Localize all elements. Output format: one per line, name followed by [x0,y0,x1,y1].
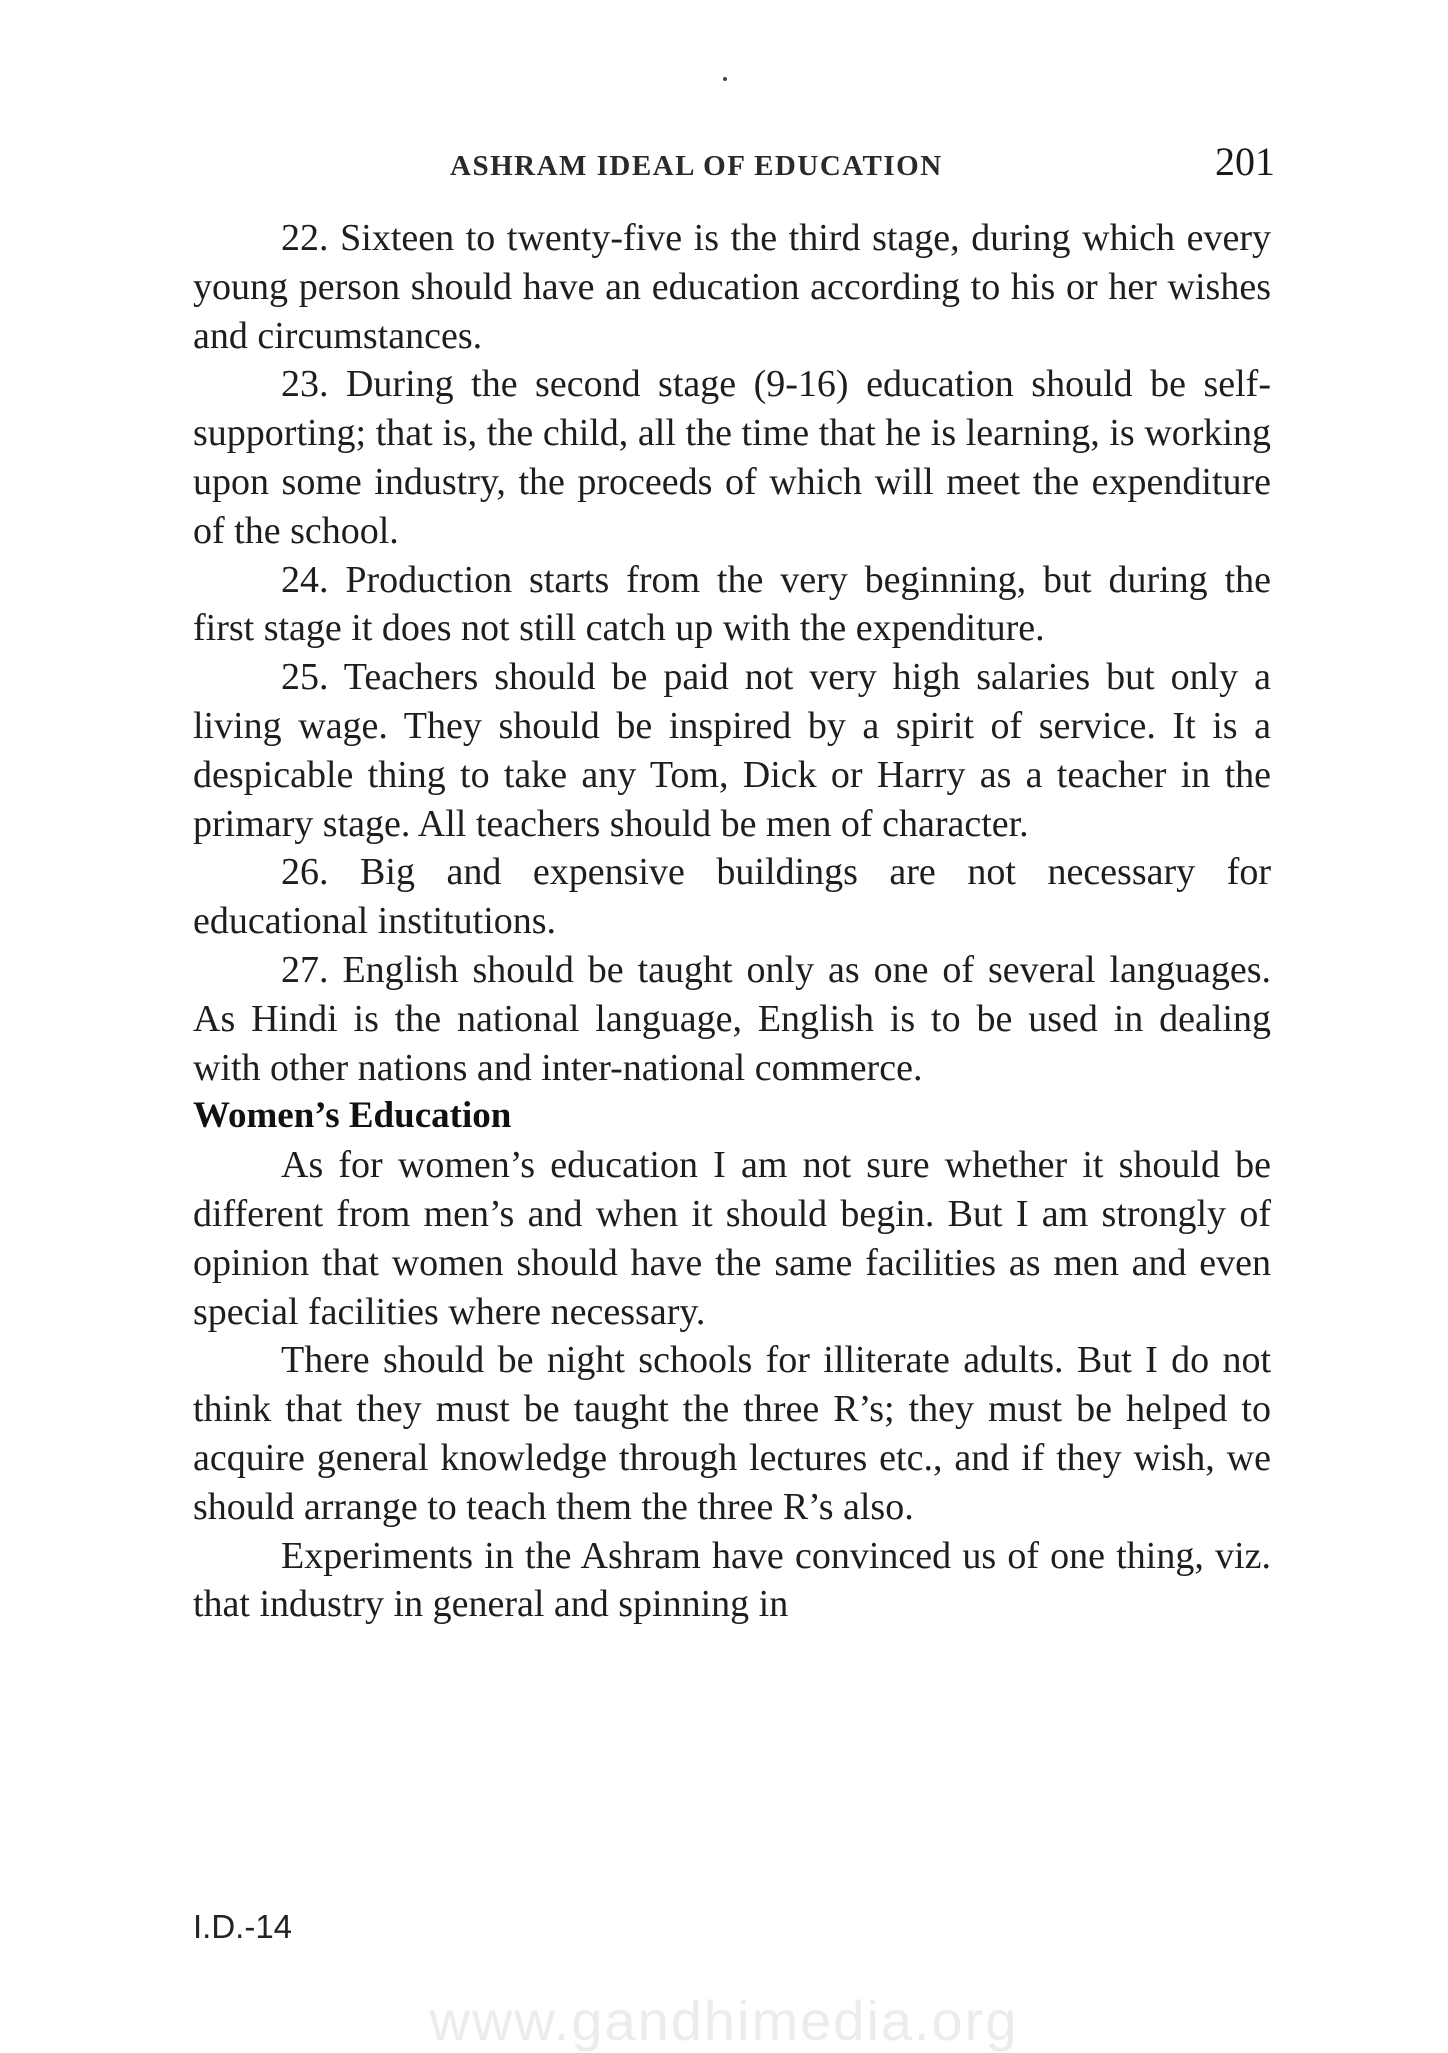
paragraph-22: 22. Sixteen to twenty-five is the third stage, during which every young person should have an education according to his or her wishes and circumstances. [193,217,1271,357]
watermark: www.gandhimedia.org [429,1989,1019,2052]
paragraph-24: 24. Production starts from the very beginning, but during the first stage it does not still catch up with the expenditure. [193,558,1271,650]
paragraph-26: 26. Big and expensive buildings are not necessary for educational institutions. [193,851,1271,943]
print-speck [723,77,727,81]
page-number: 201 [1215,139,1275,184]
experiments-paragraph: Experiments in the Ashram have convinced us of one thing, viz. that industry in general and spinning in [193,1534,1271,1626]
paragraph-27: 27. English should be taught only as one of several languages. As Hindi is the national language, English is to be used in dealing with other nations and inter-national commerce. [193,948,1271,1089]
paragraph-23: 23. During the second stage (9-16) education should be self-supporting; that is, the child, all the time that he is learning, is working upon some industry, the proceeds of which will meet the expenditure of the school. [193,363,1271,552]
running-title: ASHRAM IDEAL OF EDUCATION [450,150,943,182]
signature-mark: I.D.-14 [193,1908,293,1945]
night-schools-paragraph: There should be night schools for illiterate adults. But I do not think that they must be taught the three R’s; they must be helped to acquire general knowledge through lectures etc., and if they wish, we should arrange to teach them the three R’s also. [193,1339,1271,1528]
paragraph-25: 25. Teachers should be paid not very high salaries but only a living wage. They should be inspired by a spirit of service. It is a despicable thing to take any Tom, Dick or Harry as a teacher in the primary stage. All teachers should be men of character. [193,656,1271,845]
womens-education-paragraph: As for women’s education I am not sure whether it should be different from men’s and when it should begin. But I am strongly of opinion that women should have the same facilities as men and even special facilities where necessary. [193,1144,1271,1333]
section-heading: Women’s Education [193,1095,512,1137]
page-body [193,214,1271,1629]
running-header [195,138,1275,198]
